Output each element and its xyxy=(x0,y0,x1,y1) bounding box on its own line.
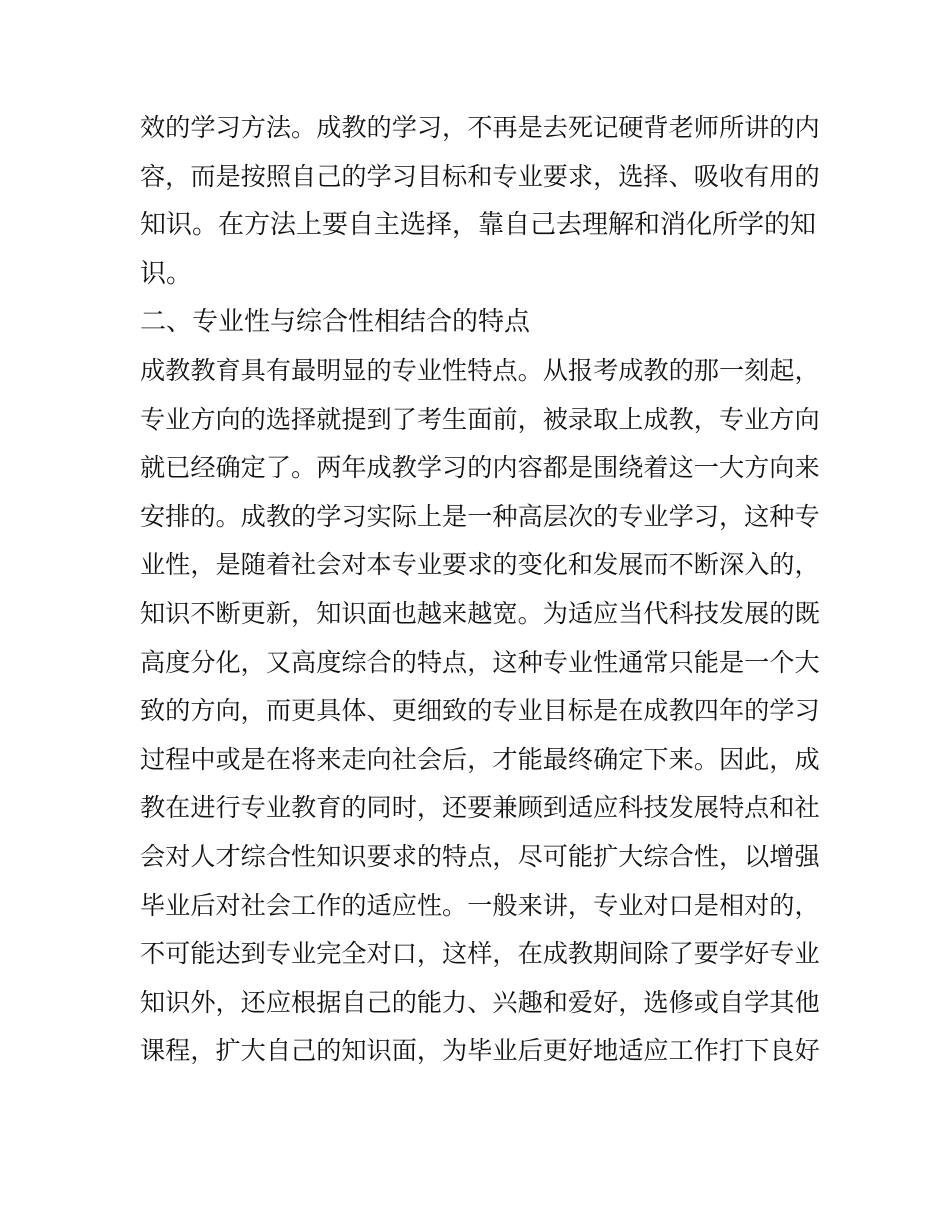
text-line: 知识外，还应根据自己的能力、兴趣和爱好，选修或自学其他 xyxy=(140,987,820,1017)
body-text xyxy=(140,104,820,1076)
text-line: 致的方向，而更具体、更细致的专业目标是在成教四年的学习 xyxy=(140,696,820,726)
text-line: 课程，扩大自己的知识面，为毕业后更好地适应工作打下良好 xyxy=(140,1036,820,1066)
text-line: 知识不断更新，知识面也越来越宽。为适应当代科技发展的既 xyxy=(140,598,820,628)
text-line: 容，而是按照自己的学习目标和专业要求，选择、吸收有用的 xyxy=(140,161,820,191)
text-line: 不可能达到专业完全对口，这样，在成教期间除了要学好专业 xyxy=(140,939,820,969)
section-heading: 二、专业性与综合性相结合的特点 xyxy=(140,307,531,338)
text-line: 高度分化，又高度综合的特点，这种专业性通常只能是一个大 xyxy=(140,647,820,677)
text-line: 成教教育具有最明显的专业性特点。从报考成教的那一刻起， xyxy=(140,355,820,385)
text-line: 会对人才综合性知识要求的特点，尽可能扩大综合性，以增强 xyxy=(140,841,820,871)
text-line: 识。 xyxy=(140,258,193,289)
text-line: 效的学习方法。成教的学习，不再是去死记硬背老师所讲的内 xyxy=(140,113,820,142)
text-line: 教在进行专业教育的同时，还要兼顾到适应科技发展特点和社 xyxy=(140,793,820,823)
text-line: 专业方向的选择就提到了考生面前，被录取上成教，专业方向 xyxy=(140,404,820,434)
text-line: 业性，是随着社会对本专业要求的变化和发展而不断深入的， xyxy=(140,550,820,580)
text-line: 就已经确定了。两年成教学习的内容都是围绕着这一大方向来 xyxy=(140,453,820,483)
text-line: 安排的。成教的学习实际上是一种高层次的专业学习，这种专 xyxy=(140,501,820,531)
text-line: 过程中或是在将来走向社会后，才能最终确定下来。因此，成 xyxy=(140,744,820,774)
text-line: 毕业后对社会工作的适应性。一般来讲，专业对口是相对的， xyxy=(140,890,820,920)
text-line: 知识。在方法上要自主选择，靠自己去理解和消化所学的知 xyxy=(140,210,817,241)
